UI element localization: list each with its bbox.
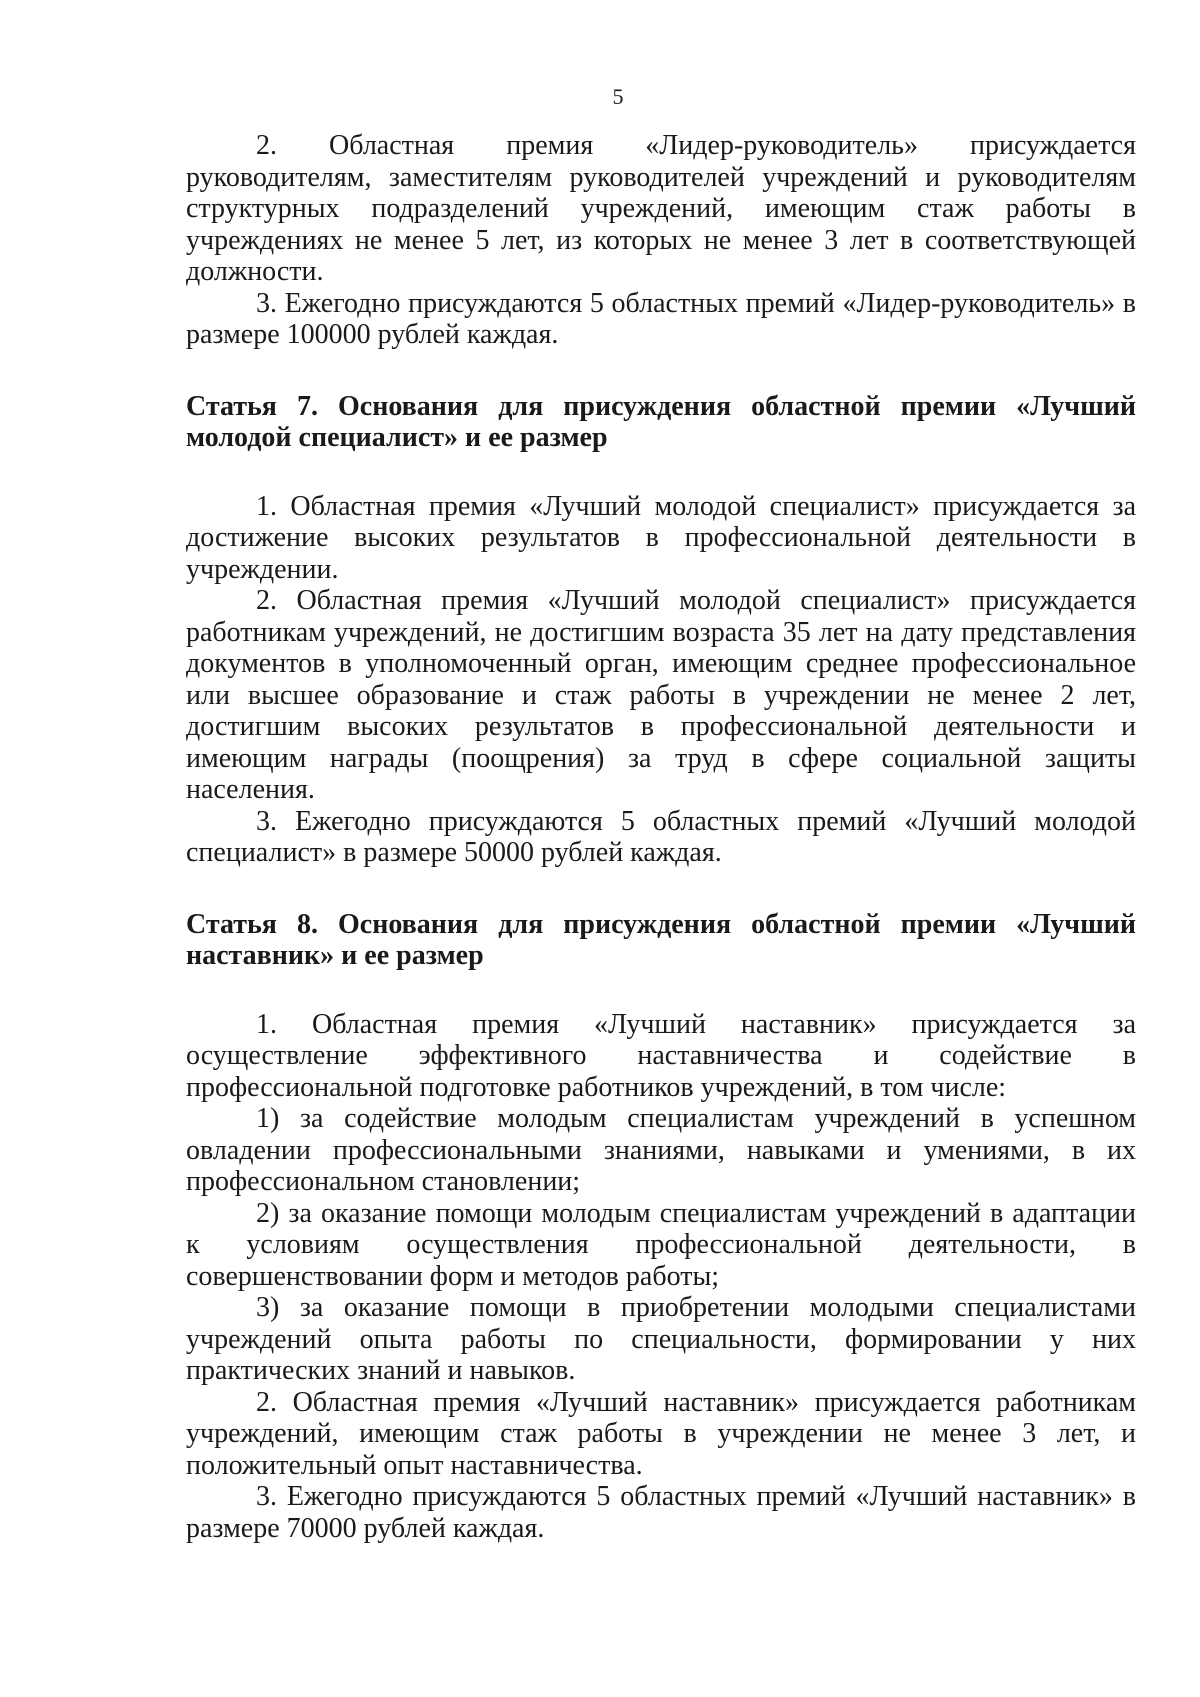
article7-clause3: 3. Ежегодно присуждаются 5 областных премий «Лучший молодой специалист» в размере 50000 рублей каждая.: [186, 805, 1136, 868]
article7-clause2: 2. Областная премия «Лучший молодой специалист» присуждается работникам учреждений, не достигшим возраста 35 лет на дату представления документов в уполномоченный орган, имеющим среднее профессиональное или высшее образование и стаж работы в учреждении не менее 2 лет, достигшим высоких результатов в профессиональной деятельности и имеющим награды (поощрения) за труд в сфере социальной защиты населения.: [186, 585, 1136, 805]
article6-clause3: 3. Ежегодно присуждаются 5 областных премий «Лидер-руководитель» в размере 100000 рублей каждая.: [186, 287, 1136, 350]
article8-clause1: 1. Областная премия «Лучший наставник» присуждается за осуществление эффективного наставничества и содействие в профессиональной подготовке работников учреждений, в том числе:: [186, 1008, 1136, 1103]
article6-clause2: 2. Областная премия «Лидер-руководитель» присуждается руководителям, заместителям руководителей учреждений и руководителям структурных подразделений учреждений, имеющим стаж работы в учреждениях не менее 5 лет, из которых не менее 3 лет в соответствующей должности.: [186, 130, 1136, 287]
article7-clause1: 1. Областная премия «Лучший молодой специалист» присуждается за достижение высоких результатов в профессиональной деятельности в учреждении.: [186, 490, 1136, 585]
page-number: 5: [612, 84, 624, 109]
article8-clause2: 2. Областная премия «Лучший наставник» присуждается работникам учреждений, имеющим стаж работы в учреждении не менее 3 лет, и положительный опыт наставничества.: [186, 1386, 1136, 1481]
article8-clause1-item2: 2) за оказание помощи молодым специалистам учреждений в адаптации к условиям осуществления профессиональной деятельности, в совершенствовании форм и методов работы;: [186, 1197, 1136, 1292]
document-body: [186, 130, 1136, 1544]
article8-clause3: 3. Ежегодно присуждаются 5 областных премий «Лучший наставник» в размере 70000 рублей каждая.: [186, 1481, 1136, 1544]
article8-heading: Статья 8. Основания для присуждения областной премии «Лучший наставник» и ее размер: [186, 908, 1136, 971]
article8-clause1-item3: 3) за оказание помощи в приобретении молодыми специалистами учреждений опыта работы по специальности, формировании у них практических знаний и навыков.: [186, 1292, 1136, 1386]
article8-clause1-item1: 1) за содействие молодым специалистам учреждений в успешном овладении профессиональными знаниями, навыками и умениями, в их профессиональном становлении;: [186, 1103, 1136, 1197]
article7-heading: Статья 7. Основания для присуждения областной премии «Лучший молодой специалист» и ее размер: [186, 390, 1136, 453]
